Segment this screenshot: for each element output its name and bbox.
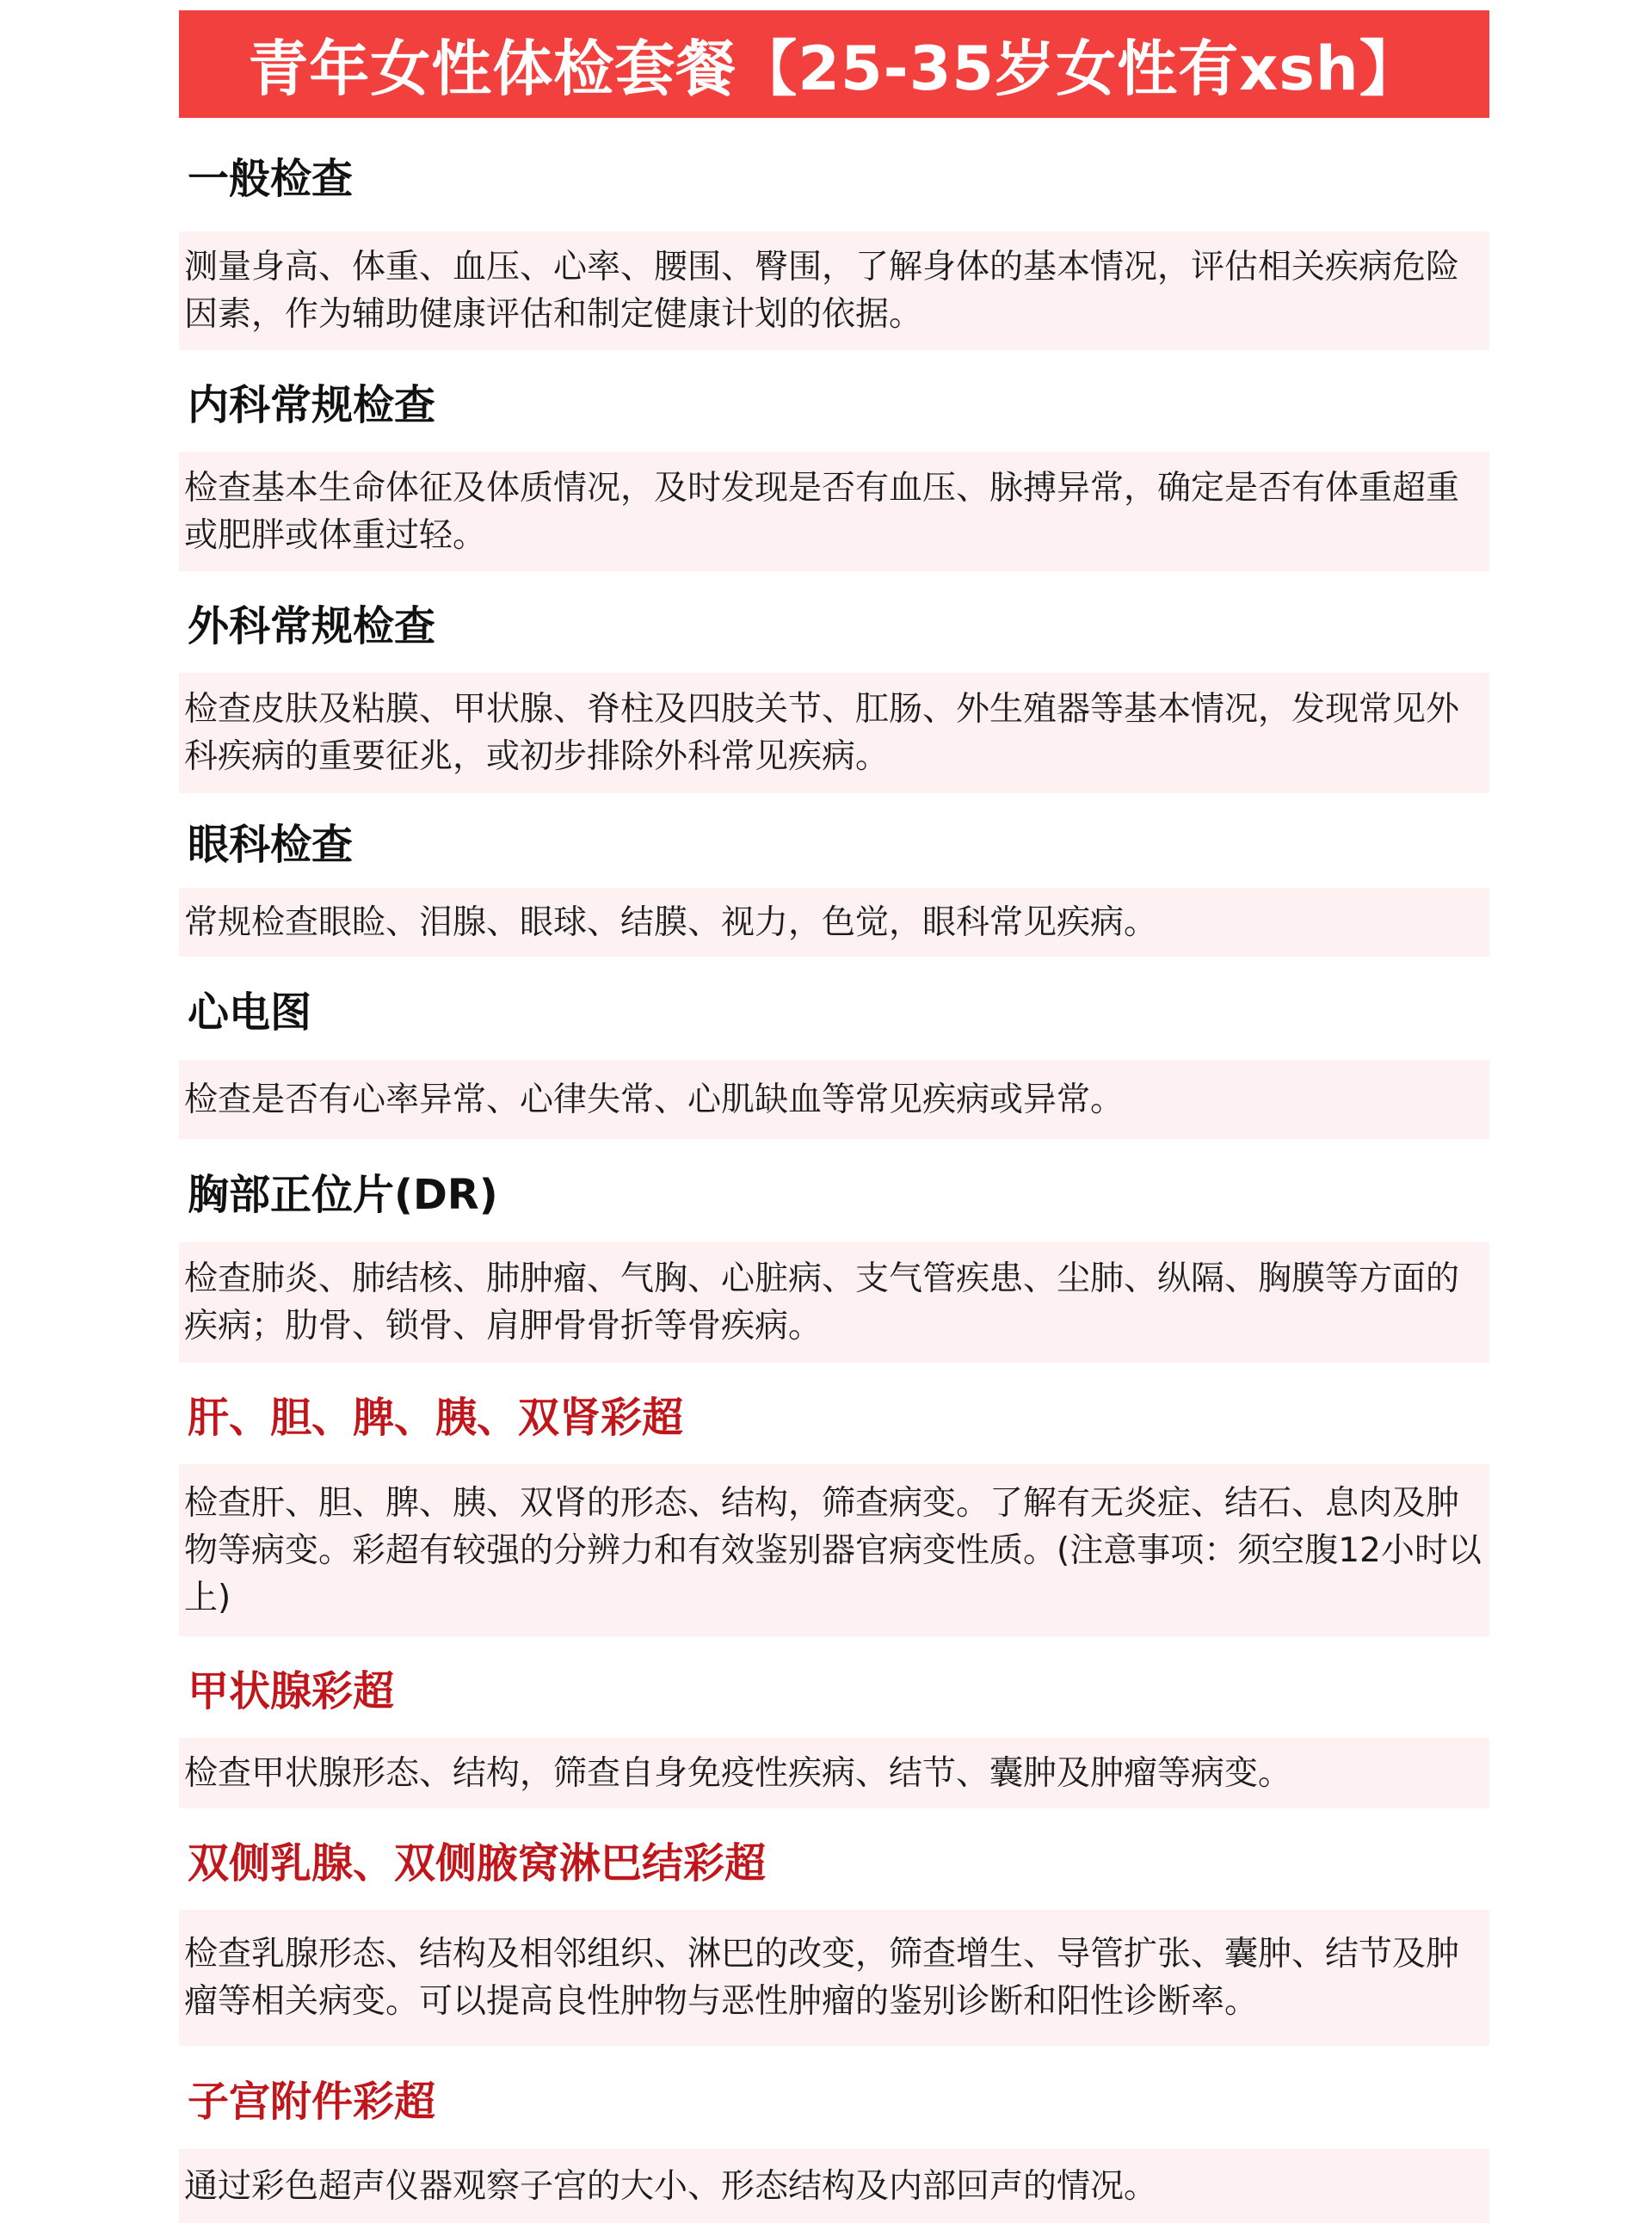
section-text: 检查肺炎、肺结核、肺肿瘤、气胸、心脏病、支气管疾患、尘肺、纵隔、胸膜等方面的疾病；肋骨、锁骨、肩胛骨骨折等骨疾病。 <box>184 1259 1460 1346</box>
section-text: 检查皮肤及粘膜、甲状腺、脊柱及四肢关节、肛肠、外生殖器等基本情况，发现常见外科疾病的重要征兆，或初步排除外科常见疾病。 <box>184 690 1460 776</box>
section-heading: 心电图 <box>188 988 312 1037</box>
section-text: 检查甲状腺形态、结构，筛查自身免疫性疾病、结节、囊肿及肿瘤等病变。 <box>184 1753 1292 1793</box>
section-body <box>179 2149 1489 2223</box>
section-text: 检查基本生命体征及体质情况，及时发现是否有血压、脉搏异常，确定是否有体重超重或肥胖或体重过轻。 <box>184 468 1460 555</box>
section-body <box>179 1242 1489 1363</box>
section-heading: 一般检查 <box>188 154 354 203</box>
section-general-exam <box>179 118 1489 350</box>
section-heading: 内科常规检查 <box>188 380 436 429</box>
section-heading: 胸部正位片(DR) <box>188 1170 498 1219</box>
section-body <box>179 1910 1489 2046</box>
section-text: 检查是否有心率异常、心律失常、心肌缺血等常见疾病或异常。 <box>184 1080 1125 1119</box>
section-ophthalmology <box>179 793 1489 957</box>
section-heading: 外科常规检查 <box>188 601 436 650</box>
section-ecg <box>179 957 1489 1139</box>
section-text: 检查肝、胆、脾、胰、双肾的形态、结构，筛查病变。了解有无炎症、结石、息肉及肿物等病变。彩超有较强的分辨力和有效鉴别器官病变性质。(注意事项：须空腹12小时以上) <box>184 1483 1482 1617</box>
section-body <box>179 231 1489 350</box>
section-text: 测量身高、体重、血压、心率、腰围、臀围，了解身体的基本情况，评估相关疾病危险因素，作为辅助健康评估和制定健康计划的依据。 <box>184 248 1460 334</box>
section-heading: 子宫附件彩超 <box>188 2077 436 2126</box>
section-chest-xray <box>179 1139 1489 1363</box>
section-abdominal-ultrasound <box>179 1363 1489 1636</box>
section-body <box>179 888 1489 957</box>
section-body <box>179 1738 1489 1808</box>
section-thyroid-ultrasound <box>179 1636 1489 1808</box>
section-heading: 肝、胆、脾、胰、双肾彩超 <box>188 1393 684 1442</box>
section-text: 通过彩色超声仪器观察子宫的大小、形态结构及内部回声的情况。 <box>184 2166 1158 2206</box>
section-breast-ultrasound <box>179 1808 1489 2046</box>
section-heading: 眼科检查 <box>188 820 354 869</box>
section-body <box>179 1060 1489 1139</box>
section-text: 常规检查眼睑、泪腺、眼球、结膜、视力，色觉，眼科常见疾病。 <box>184 902 1158 942</box>
title-banner <box>179 10 1489 118</box>
section-surgery <box>179 571 1489 793</box>
section-internal-medicine <box>179 350 1489 571</box>
section-uterus-ultrasound <box>179 2046 1489 2223</box>
section-body <box>179 452 1489 571</box>
section-text: 检查乳腺形态、结构及相邻组织、淋巴的改变，筛查增生、导管扩张、囊肿、结节及肿瘤等相关病变。可以提高良性肿物与恶性肿瘤的鉴别诊断和阳性诊断率。 <box>184 1935 1460 2021</box>
section-body <box>179 673 1489 793</box>
section-heading: 甲状腺彩超 <box>188 1666 395 1715</box>
section-heading: 双侧乳腺、双侧腋窝淋巴结彩超 <box>188 1838 767 1887</box>
page-title: 青年女性体检套餐【25-35岁女性有xsh】 <box>248 34 1421 104</box>
section-body <box>179 1464 1489 1636</box>
document-page <box>179 10 1489 2223</box>
